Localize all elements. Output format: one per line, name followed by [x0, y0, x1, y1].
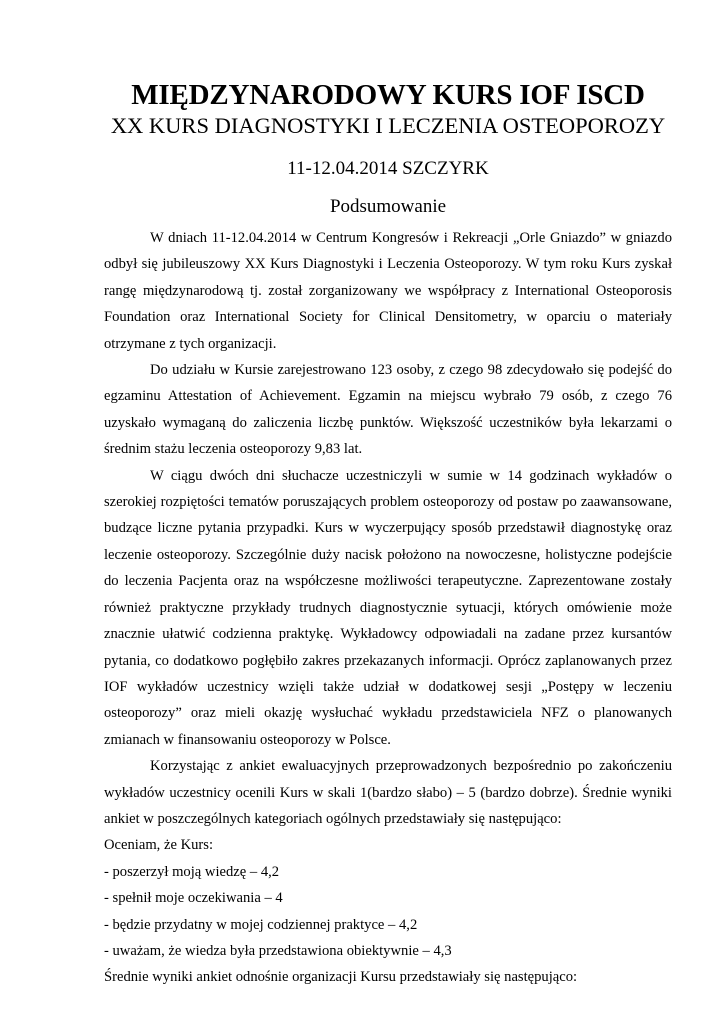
paragraph-intro: W dniach 11-12.04.2014 w Centrum Kongresów i Rekreacji „Orle Gniazdo” w gniazdo odbył się jubileuszowy XX Kurs Diagnostyki i Leczenia Osteoporozy. W tym roku Kurs zyskał rangę międzynarodową tj. został zorganizowany we współpracy z International Osteoporosis Foundation oraz International Society for Clinical Densitometry, w oparciu o materiały otrzymane z tych organizacji. [104, 230, 672, 352]
section-heading: Podsumowanie [329, 196, 447, 217]
survey-result-item: - spełnił moje oczekiwania – 4 [104, 890, 283, 907]
paragraph-participants: Do udziału w Kursie zarejestrowano 123 osoby, z czego 98 zdecydowało się podejść do egzaminu Attestation of Achievement. Egzamin na miejscu wybrało 79 osób, z czego 76 uzyskało wymaganą do zaliczenia liczbę punktów. Większość uczestników była lekarzami o średnim stażu leczenia osteoporozy 9,83 lat. [104, 362, 672, 458]
paragraph-lectures: W ciągu dwóch dni słuchacze uczestniczyli w sumie w 14 godzinach wykładów o szerokiej rozpiętości tematów poruszających problem osteoporozy od postaw po zaawansowane, budzące liczne pytania przypadki. Kurs w wyczerpujący sposób przedstawił diagnostykę oraz leczenie osteoporozy. Szczególnie duży nacisk położono na nowoczesne, holistyczne podejście do leczenia Pacjenta oraz na współczesne możliwości terapeutyczne. Zaprezentowane zostały również praktyczne przykłady trudnych diagnostycznie sytuacji, których omówienie może znacznie ułatwić codzienna praktykę. Wykładowcy odpowiadali na zadane przez kursantów pytania, co dodatkowo pogłębiło zakres przekazanych informacji. Oprócz zaplanowanych przez IOF wykładów uczestnicy wzięli także udział w dodatkowej sesji „Postępy w leczeniu osteoporozy” oraz mieli okazję wysłuchać wykładu przedstawiciela NFZ o planowanych zmianach w finansowaniu osteoporozy w Polsce. [104, 467, 672, 748]
document-subtitle: XX KURS DIAGNOSTYKI I LECZENIA OSTEOPOROZY [110, 113, 666, 138]
survey-intro: Oceniam, że Kurs: [104, 837, 214, 854]
survey-result-item: - poszerzył moją wiedzę – 4,2 [104, 863, 280, 880]
survey-closing: Średnie wyniki ankiet odnośnie organizacji Kursu przedstawiały się następująco: [104, 969, 578, 986]
survey-result-item: - uważam, że wiedza była przedstawiona obiektywnie – 4,3 [104, 942, 452, 959]
document-title: MIĘDZYNARODOWY KURS IOF ISCD [131, 79, 645, 111]
survey-results-list [104, 859, 672, 965]
survey-result-item: - będzie przydatny w mojej codziennej praktyce – 4,2 [104, 916, 418, 933]
document-page [104, 70, 672, 991]
paragraph-survey: Korzystając z ankiet ewaluacyjnych przeprowadzonych bezpośrednio po zakończeniu wykładów uczestnicy ocenili Kurs w skali 1(bardzo słabo) – 5 (bardzo dobrze). Średnie wyniki ankiet w poszczególnych kategoriach ogólnych przedstawiały się następująco: [104, 758, 672, 827]
event-date-place: 11-12.04.2014 SZCZYRK [287, 158, 489, 179]
